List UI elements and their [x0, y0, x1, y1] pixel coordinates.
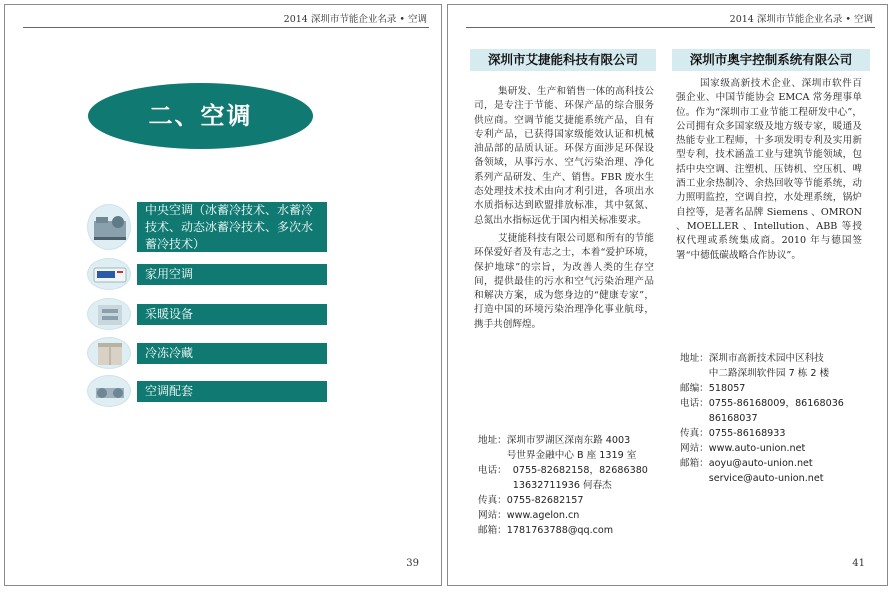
company-name: 深圳市艾捷能科技有限公司 [470, 49, 656, 71]
company-description [676, 77, 862, 263]
contact-phone: 电话： 0755-86168009，86168036 86168037 [680, 398, 844, 424]
description-paragraph: 集研发、生产和销售一体的高科技公司，是专注于节能、环保产品的综合服务供应商。空调节能艾捷能系统产品，自有专利产品，已获得国家级能效认证和机械油品部的品质认证。环保方面涉足环保设备领域，从事污水、空气污染治理、净化系列产品研发、生产、销售。FBR 废水生态处理技术技术由向才利引进，各项出水水质指标达到欧盟排放标准，其中氨氮、总氮出水指标远优于国内相关标准要求。 [474, 86, 654, 226]
running-header: 2014 深圳市节能企业名录 • 空调 [729, 14, 873, 25]
company-contact [478, 433, 668, 538]
contact-website[interactable]: 网站： www.auto-union.net [680, 443, 806, 454]
category-ac-accessories[interactable] [137, 381, 327, 402]
category-label: 冷冻冷藏 [145, 346, 194, 360]
category-home-ac[interactable] [137, 264, 327, 285]
running-header: 2014 深圳市节能企业名录 • 空调 [283, 14, 427, 25]
category-label: 家用空调 [145, 267, 194, 281]
refrigeration-image [87, 337, 131, 369]
contact-fax: 传真： 0755-82682157 [478, 495, 584, 506]
header-rule [466, 27, 875, 28]
contact-phone: 电话： 0755-82682158，82686380 13632711936 何春杰 [478, 465, 648, 491]
page-number: 39 [406, 558, 419, 569]
category-heating[interactable] [137, 304, 327, 325]
company-description [474, 85, 654, 332]
contact-email[interactable]: 邮箱： aoyu@auto-union.net service@auto-union.net [680, 458, 824, 484]
category-label: 采暖设备 [145, 307, 194, 321]
contact-address: 地址： 深圳市罗湖区深南东路 4003 号世界金融中心 B 座 1319 室 [478, 435, 637, 461]
contact-website[interactable]: 网站： www.agelon.cn [478, 510, 580, 521]
description-paragraph: 艾捷能科技有限公司愿和所有的节能环保爱好者及有志之士，本着“爱护环境，保护地球”的宗旨，为改善人类的生存空间，提供最佳的污水和空气污染治理产品和解决方案，成为您身边的“健康专家”，打造中国的环境污染治理净化事业航母，携手共创辉煌。 [474, 232, 654, 330]
category-refrigeration[interactable] [137, 343, 327, 364]
contact-address: 地址： 深圳市高新技术园中区科技 中二路深圳软件园 7 栋 2 楼 [680, 353, 830, 379]
page-number: 41 [852, 558, 865, 569]
contact-fax: 传真： 0755-86168933 [680, 428, 786, 439]
left-page [4, 4, 442, 586]
header-rule [23, 27, 429, 28]
category-label: 空调配套 [145, 384, 194, 398]
heating-equipment-image [87, 298, 131, 330]
chiller-image [87, 204, 131, 250]
category-central-ac[interactable] [137, 202, 327, 252]
contact-postcode: 邮编： 518057 [680, 383, 746, 394]
company-contact [680, 351, 880, 486]
home-ac-image [87, 258, 131, 290]
contact-email[interactable]: 邮箱： 1781763788@qq.com [478, 525, 614, 536]
description-paragraph: 国家级高新技术企业、深圳市软件百强企业、中国节能协会 EMCA 常务理事单位。作为“深圳市工业节能工程研发中心”，公司拥有众多国家级及地方级专家，暖通及热能专业工程师，十多项发明专利及实用新型专利，技术涵盖工业与建筑节能领域，包括中央空调、注塑机、压铸机、空压机、啤酒工业余热制冷、余热回收等节能系统，动力照明监控，空调自控，水处理系统，锅炉自控等，是著名品牌 Siemens 、OMRON 、MOELLER 、Intellution、ABB 等授权代理或系统集成商。2010 年与德国签署“中德低碳战略合作协议”。 [676, 78, 862, 261]
company-name: 深圳市奥宇控制系统有限公司 [672, 49, 870, 71]
right-page [447, 4, 888, 586]
ac-accessories-image [87, 375, 131, 407]
category-label: 中央空调（冰蓄冷技术、水蓄冷技术、动态冰蓄冷技术、多次水蓄冷技术） [145, 203, 314, 251]
section-title: 二、空调 [88, 83, 313, 149]
